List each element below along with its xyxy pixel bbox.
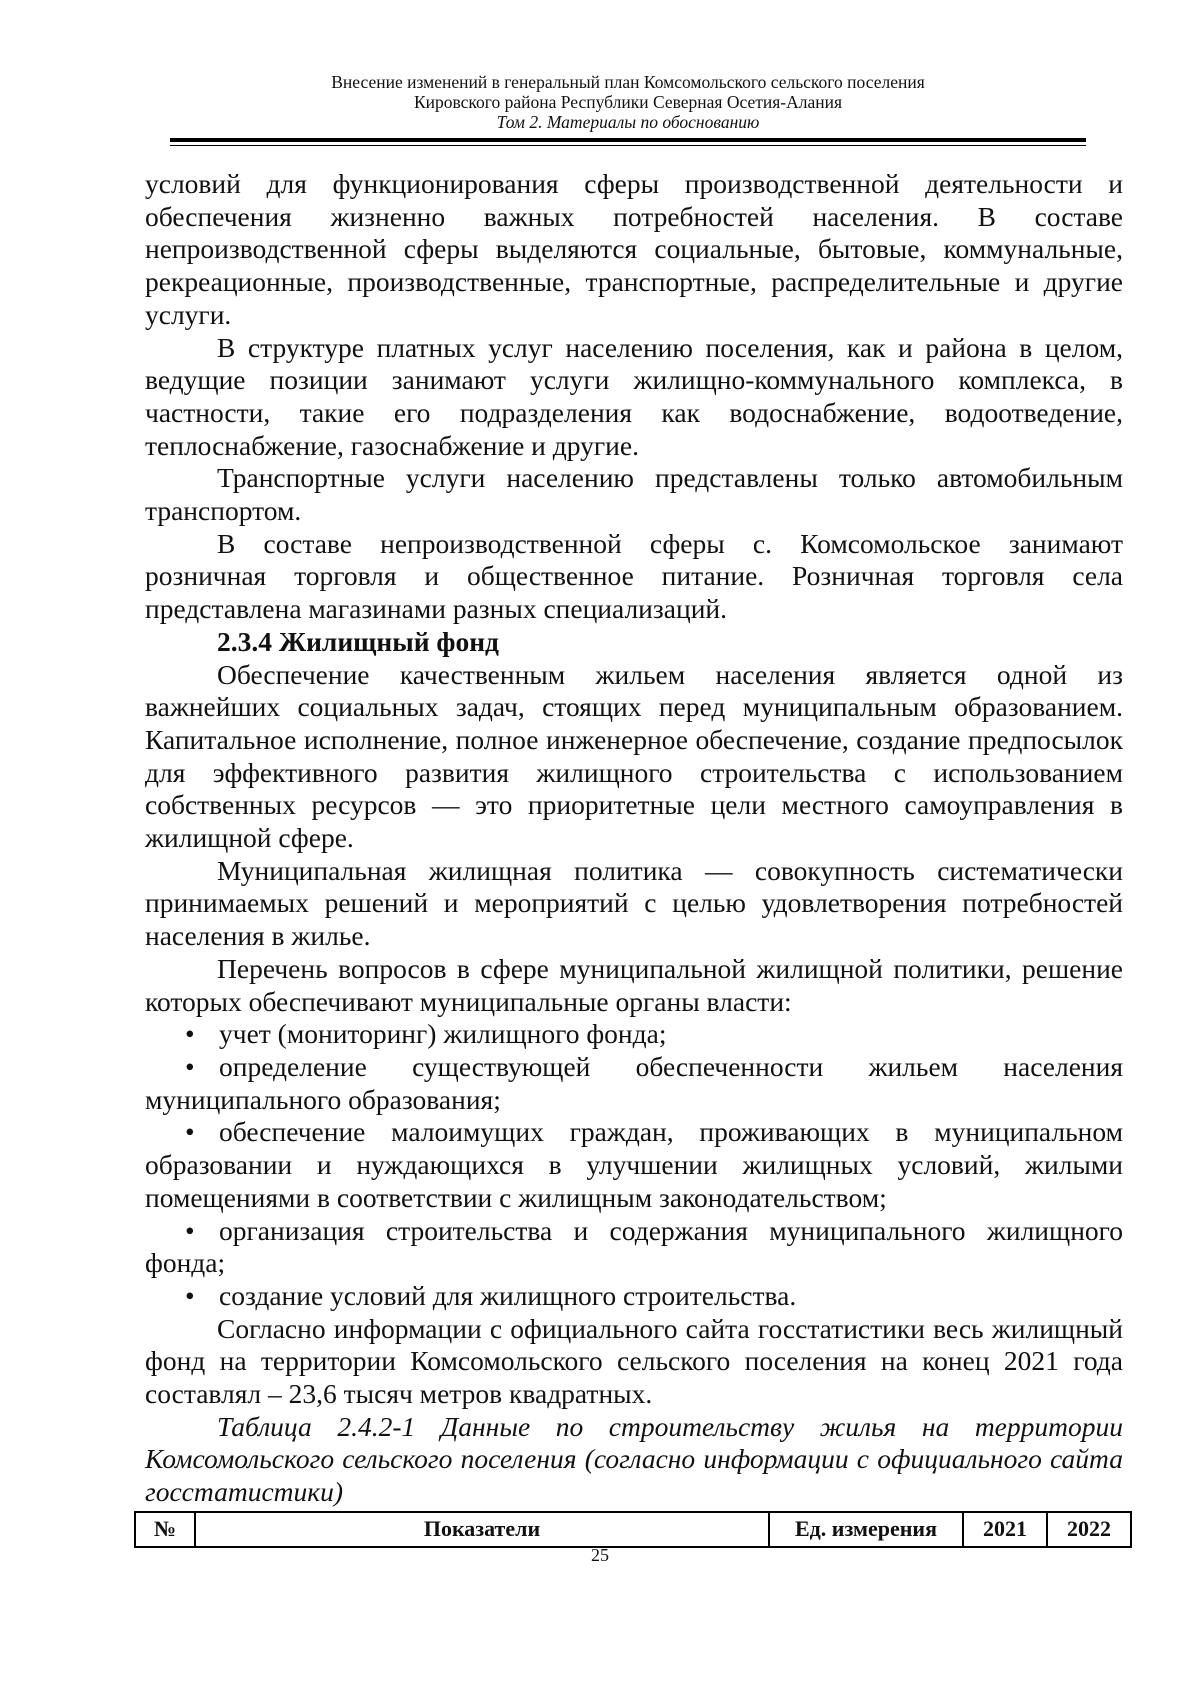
header-unit: Ед. измерения (769, 1512, 963, 1547)
paragraph-4: В составе непроизводственной сферы с. Комсомольское занимают розничная торговля и общественное питание. Розничная торговля села представлена магазинами разных специализаций. (145, 527, 1123, 625)
table-header-row (135, 1512, 1131, 1547)
header-2022: 2022 (1047, 1512, 1131, 1547)
document-body (145, 168, 1123, 1548)
header-line-1: Внесение изменений в генеральный план Комсомольского сельского поселения (331, 72, 925, 92)
list-item-text: обеспечение малоимущих граждан, проживающих в муниципальном образовании и нуждающихся в улучшении жилищных условий, жилыми помещениями в соответствии с жилищным законодательством; (145, 1116, 1123, 1213)
page-number: 25 (591, 1545, 609, 1565)
housing-table (134, 1511, 1132, 1548)
list-item-text: учет (мониторинг) жилищного фонда; (219, 1018, 667, 1050)
header-2021: 2021 (963, 1512, 1047, 1547)
paragraph-5: Обеспечение качественным жильем населения является одной из важнейших социальных задач, стоящих перед муниципальным образованием. Капитальное исполнение, полное инженерное обеспечение, создание предпосылок для эффективного развития жилищного строительства с использованием собственных ресурсов — это приоритетные цели местного самоуправления в жилищной сфере. (145, 658, 1123, 854)
list-item (145, 1280, 1123, 1313)
list-item-text: определение существующей обеспеченности жильем населения муниципального образования; (145, 1050, 1123, 1115)
list-item (145, 1215, 1123, 1280)
bullet-icon: • (185, 1050, 195, 1082)
bullet-icon: • (185, 1279, 195, 1311)
list-item-text: создание условий для жилищного строительства. (219, 1279, 797, 1311)
bullet-icon: • (185, 1018, 195, 1050)
bullet-icon: • (185, 1116, 195, 1148)
header-rule-thin (170, 145, 1086, 146)
header-line-3: Том 2. Материалы по обоснованию (496, 112, 760, 132)
paragraph-7: Перечень вопросов в сфере муниципальной жилищной политики, решение которых обеспечивают муниципальные органы власти: (145, 952, 1123, 1017)
paragraph-3: Транспортные услуги населению представлены только автомобильным транспортом. (145, 462, 1123, 527)
header-indicator: Показатели (195, 1512, 769, 1547)
list-item (145, 1051, 1123, 1116)
header-num: № (135, 1512, 195, 1547)
list-item-text: организация строительства и содержания муниципального жилищного фонда; (145, 1214, 1123, 1279)
page-header (170, 72, 1086, 132)
header-line-2: Кировского района Республики Северная Осетия-Алания (413, 92, 843, 112)
list-item (145, 1018, 1123, 1051)
table-caption: Таблица 2.4.2-1 Данные по строительству жилья на территории Комсомольского сельского поселения (согласно информации с официального сайта госстатистики) (145, 1410, 1123, 1508)
paragraph-6: Муниципальная жилищная политика — совокупность систематически принимаемых решений и мероприятий с целью удовлетворения потребностей населения в жилье. (145, 854, 1123, 952)
bullet-icon: • (185, 1214, 195, 1246)
paragraph-8: Согласно информации с официального сайта госстатистики весь жилищный фонд на территории Комсомольского сельского поселения на конец 2021 года составлял – 23,6 тысяч метров квадратных. (145, 1312, 1123, 1410)
paragraph-1: условий для функционирования сферы производственной деятельности и обеспечения жизненно важных потребностей населения. В составе непроизводственной сферы выделяются социальные, бытовые, коммунальные, рекреационные, производственные, транспортные, распределительные и другие услуги. (145, 168, 1123, 330)
paragraph-2: В структуре платных услуг населению поселения, как и района в целом, ведущие позиции занимают услуги жилищно-коммунального комплекса, в частности, такие его подразделения как водоснабжение, водоотведение, теплоснабжение, газоснабжение и другие. (145, 331, 1123, 461)
list-item (145, 1116, 1123, 1214)
header-rule-thick (170, 138, 1086, 142)
section-heading: 2.3.4 Жилищный фонд (217, 625, 499, 657)
